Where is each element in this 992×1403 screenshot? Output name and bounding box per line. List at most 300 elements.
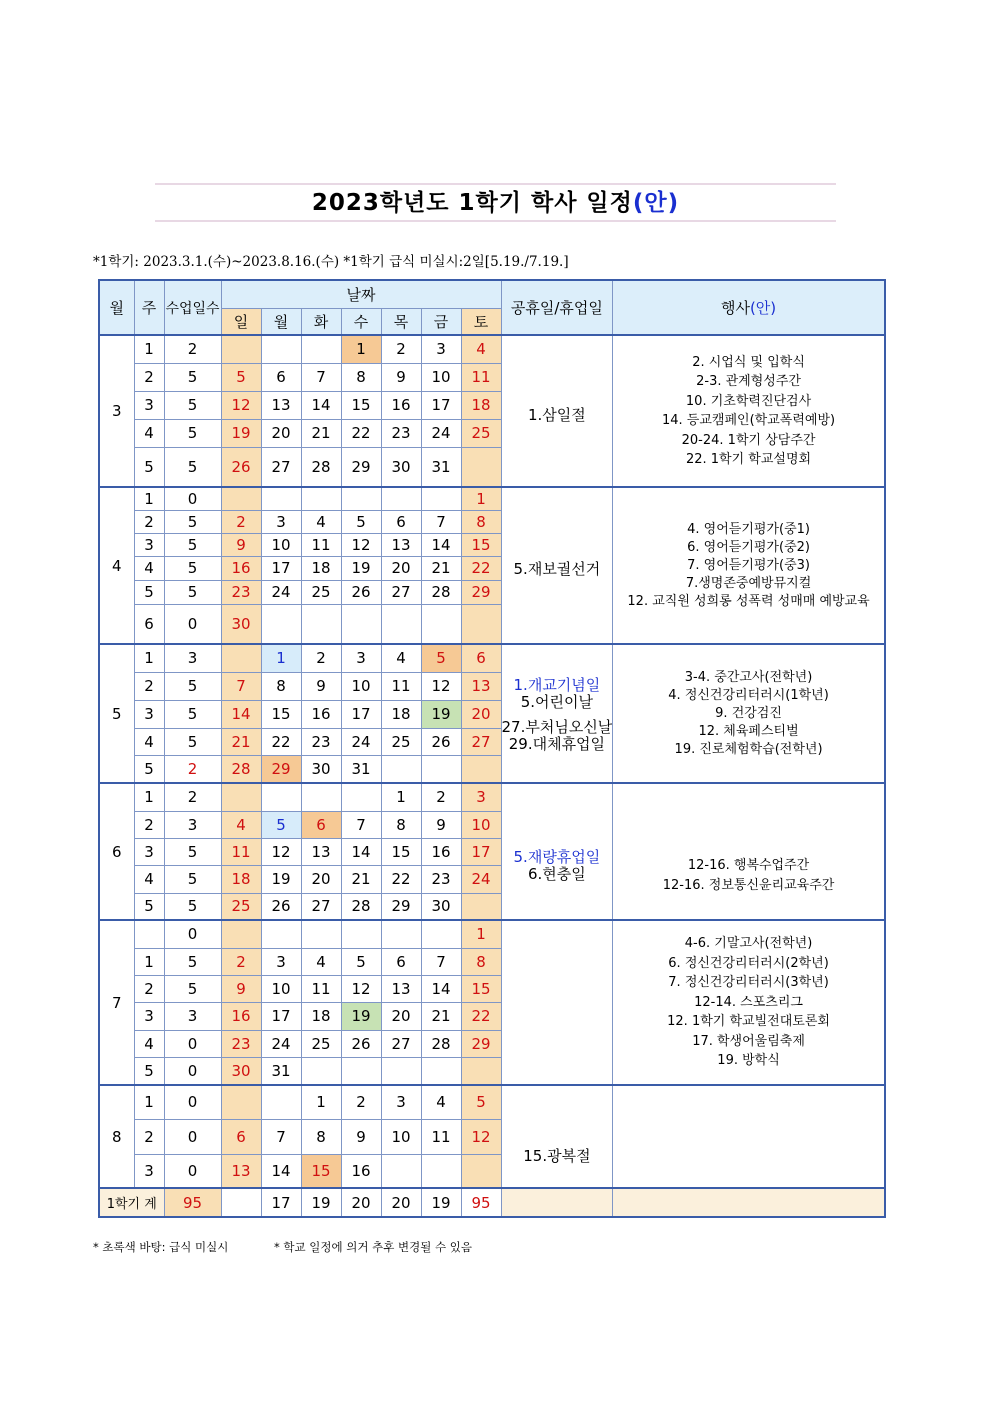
date-cell: 17 <box>421 391 461 419</box>
date-cell: 2 <box>221 948 261 975</box>
holiday-cell <box>501 1085 613 1188</box>
class-day-count: 0 <box>164 604 221 644</box>
date-cell <box>461 1057 501 1085</box>
date-cell: 15 <box>301 1154 341 1188</box>
date-cell: 24 <box>341 728 381 755</box>
date-cell <box>421 487 461 510</box>
date-cell <box>461 604 501 644</box>
date-cell <box>421 1057 461 1085</box>
date-cell: 5 <box>261 811 301 838</box>
date-cell: 18 <box>381 700 421 728</box>
event-item: 19. 방학식 <box>717 1053 780 1069</box>
date-cell <box>341 920 381 948</box>
date-cell: 3 <box>341 644 381 672</box>
week-number: 1 <box>134 487 164 510</box>
date-cell: 8 <box>381 811 421 838</box>
date-cell: 7 <box>221 672 261 700</box>
date-cell: 21 <box>221 728 261 755</box>
date-cell: 27 <box>461 728 501 755</box>
date-cell: 12 <box>341 533 381 556</box>
header-events-label: 행사 <box>720 299 750 317</box>
date-cell <box>301 335 341 363</box>
date-cell: 19 <box>261 865 301 893</box>
date-cell: 24 <box>261 1030 301 1057</box>
date-cell: 8 <box>461 510 501 533</box>
date-cell: 28 <box>301 447 341 487</box>
date-cell: 24 <box>461 865 501 893</box>
header-date: 날짜 <box>221 280 501 308</box>
date-cell: 17 <box>261 556 301 580</box>
date-cell: 16 <box>221 1002 261 1030</box>
date-cell: 9 <box>221 533 261 556</box>
week-number: 3 <box>134 1002 164 1030</box>
total-day-count: 19 <box>421 1188 461 1217</box>
week-number: 5 <box>134 755 164 783</box>
date-cell: 19 <box>341 556 381 580</box>
event-item: 14. 등교캠페인(학교폭력예방) <box>662 413 836 428</box>
title-bottom-rule <box>155 220 836 222</box>
total-label: 1학기 계 <box>99 1188 164 1217</box>
event-item: 7. 영어듣기평가(중3) <box>687 557 810 573</box>
date-cell: 1 <box>261 644 301 672</box>
week-number: 4 <box>134 865 164 893</box>
date-cell: 16 <box>421 838 461 865</box>
date-cell: 25 <box>381 728 421 755</box>
weekday-header: 월 <box>261 308 301 335</box>
date-cell: 9 <box>301 672 341 700</box>
date-cell: 22 <box>341 419 381 447</box>
schedule-table <box>98 279 886 1218</box>
date-cell <box>341 604 381 644</box>
date-cell <box>261 604 301 644</box>
date-cell <box>421 1154 461 1188</box>
date-cell: 6 <box>221 1119 261 1154</box>
event-item: 7.생명존중예방뮤지컬 <box>685 575 812 591</box>
date-cell: 4 <box>221 811 261 838</box>
date-cell: 21 <box>301 419 341 447</box>
event-item: 19. 진로체험학습(전학년) <box>674 741 823 757</box>
header-row-1 <box>99 280 885 308</box>
total-day-count <box>221 1188 261 1217</box>
class-day-count: 5 <box>164 447 221 487</box>
total-row <box>99 1188 885 1217</box>
total-class-days: 95 <box>164 1188 221 1217</box>
events-cell <box>613 335 885 487</box>
date-cell <box>261 920 301 948</box>
date-cell: 1 <box>461 920 501 948</box>
date-cell: 22 <box>461 556 501 580</box>
date-cell <box>421 920 461 948</box>
date-cell: 1 <box>341 335 381 363</box>
event-item: 12. 교직원 성희롱 성폭력 성매매 예방교육 <box>627 593 870 609</box>
date-cell <box>381 487 421 510</box>
date-cell: 13 <box>221 1154 261 1188</box>
date-cell: 29 <box>341 447 381 487</box>
date-cell: 5 <box>421 644 461 672</box>
date-cell: 8 <box>461 948 501 975</box>
date-cell <box>381 1154 421 1188</box>
date-cell: 12 <box>261 838 301 865</box>
header-month: 월 <box>99 280 134 335</box>
weekday-header: 토 <box>461 308 501 335</box>
date-cell: 26 <box>341 580 381 604</box>
date-cell: 8 <box>341 363 381 391</box>
date-cell <box>301 604 341 644</box>
date-cell: 7 <box>421 510 461 533</box>
week-number: 3 <box>134 700 164 728</box>
week-number: 5 <box>134 1057 164 1085</box>
events-cell <box>613 1085 885 1188</box>
week-number: 1 <box>134 335 164 363</box>
month-cell: 5 <box>99 644 134 783</box>
date-cell: 20 <box>461 700 501 728</box>
class-day-count: 5 <box>164 419 221 447</box>
date-cell: 14 <box>421 533 461 556</box>
class-day-count: 5 <box>164 533 221 556</box>
week-number: 2 <box>134 510 164 533</box>
date-cell <box>301 487 341 510</box>
date-cell: 17 <box>461 838 501 865</box>
holiday-cell <box>501 487 613 644</box>
date-cell: 12 <box>461 1119 501 1154</box>
date-cell: 18 <box>301 556 341 580</box>
class-day-count: 0 <box>164 1030 221 1057</box>
date-cell: 31 <box>261 1057 301 1085</box>
date-cell: 30 <box>421 893 461 920</box>
week-number: 1 <box>134 1085 164 1119</box>
date-cell: 11 <box>421 1119 461 1154</box>
date-cell: 7 <box>341 811 381 838</box>
date-cell: 15 <box>461 533 501 556</box>
class-day-count: 5 <box>164 556 221 580</box>
month-cell: 6 <box>99 783 134 920</box>
week-number: 5 <box>134 447 164 487</box>
date-cell: 5 <box>221 363 261 391</box>
date-cell: 22 <box>381 865 421 893</box>
title-annotation: (안) <box>632 190 680 216</box>
date-cell: 17 <box>341 700 381 728</box>
week-number: 4 <box>134 419 164 447</box>
date-cell: 10 <box>261 533 301 556</box>
date-cell <box>381 1057 421 1085</box>
date-cell <box>261 335 301 363</box>
date-cell: 1 <box>461 487 501 510</box>
month-cell: 8 <box>99 1085 134 1188</box>
date-cell: 3 <box>461 783 501 811</box>
weekday-header: 목 <box>381 308 421 335</box>
week-number: 2 <box>134 1119 164 1154</box>
date-cell: 13 <box>261 391 301 419</box>
week-row <box>99 644 885 672</box>
date-cell: 14 <box>341 838 381 865</box>
header-class-days: 수업일수 <box>164 280 221 335</box>
date-cell: 14 <box>221 700 261 728</box>
class-day-count: 5 <box>164 580 221 604</box>
week-row <box>99 335 885 363</box>
month-cell: 3 <box>99 335 134 487</box>
date-cell: 14 <box>301 391 341 419</box>
date-cell: 24 <box>261 580 301 604</box>
date-cell <box>461 755 501 783</box>
date-cell <box>221 783 261 811</box>
date-cell: 30 <box>221 604 261 644</box>
header-events <box>613 280 885 335</box>
date-cell: 27 <box>381 1030 421 1057</box>
date-cell: 13 <box>461 672 501 700</box>
class-day-count: 5 <box>164 975 221 1002</box>
date-cell: 5 <box>341 510 381 533</box>
date-cell: 30 <box>381 447 421 487</box>
class-day-count: 2 <box>164 783 221 811</box>
date-cell <box>301 920 341 948</box>
date-cell: 6 <box>381 510 421 533</box>
header-week: 주 <box>134 280 164 335</box>
class-day-count: 3 <box>164 1002 221 1030</box>
date-cell: 2 <box>341 1085 381 1119</box>
date-cell: 30 <box>301 755 341 783</box>
events-cell <box>613 644 885 783</box>
event-item: 12. 1학기 학교빌전대토론회 <box>667 1014 830 1030</box>
weekday-header: 수 <box>341 308 381 335</box>
class-day-count: 3 <box>164 811 221 838</box>
date-cell <box>461 447 501 487</box>
date-cell: 7 <box>421 948 461 975</box>
class-day-count: 0 <box>164 1085 221 1119</box>
date-cell: 21 <box>341 865 381 893</box>
header-events-annotation: (안) <box>749 299 777 317</box>
event-item: 2. 시업식 및 입학식 <box>692 354 805 370</box>
date-cell: 10 <box>421 363 461 391</box>
date-cell: 12 <box>221 391 261 419</box>
date-cell: 6 <box>301 811 341 838</box>
class-day-count: 2 <box>164 335 221 363</box>
date-cell <box>261 487 301 510</box>
week-number: 3 <box>134 1154 164 1188</box>
date-cell: 29 <box>261 755 301 783</box>
date-cell <box>461 1154 501 1188</box>
date-cell <box>261 783 301 811</box>
week-number: 4 <box>134 556 164 580</box>
date-cell: 23 <box>221 580 261 604</box>
week-number: 2 <box>134 975 164 1002</box>
date-cell: 3 <box>261 510 301 533</box>
date-cell: 11 <box>301 975 341 1002</box>
holiday-cell <box>501 644 613 783</box>
date-cell: 26 <box>221 447 261 487</box>
total-holidays-empty <box>501 1188 613 1217</box>
date-cell: 14 <box>261 1154 301 1188</box>
class-day-count: 0 <box>164 1154 221 1188</box>
date-cell: 5 <box>341 948 381 975</box>
event-item: 12-16. 행복수업주간 <box>687 858 810 873</box>
class-day-count: 3 <box>164 644 221 672</box>
date-cell <box>381 604 421 644</box>
event-item: 4. 영어듣기평가(중1) <box>687 521 810 537</box>
weekday-header: 금 <box>421 308 461 335</box>
date-cell: 28 <box>421 580 461 604</box>
total-events-empty <box>613 1188 885 1217</box>
holiday-cell <box>501 335 613 487</box>
date-cell <box>221 920 261 948</box>
date-cell: 23 <box>421 865 461 893</box>
date-cell: 25 <box>461 419 501 447</box>
event-item: 10. 기초학력진단검사 <box>685 393 812 409</box>
week-number: 5 <box>134 893 164 920</box>
total-day-count: 95 <box>461 1188 501 1217</box>
week-number: 5 <box>134 580 164 604</box>
date-cell: 22 <box>261 728 301 755</box>
date-cell: 27 <box>381 580 421 604</box>
week-number <box>134 920 164 948</box>
note-green: * 초록색 바탕: 급식 미실시 <box>93 1240 229 1254</box>
week-number: 6 <box>134 604 164 644</box>
date-cell: 15 <box>261 700 301 728</box>
date-cell: 30 <box>221 1057 261 1085</box>
holiday-item: 5.재보궐선거 <box>513 560 601 578</box>
date-cell: 11 <box>381 672 421 700</box>
date-cell: 10 <box>261 975 301 1002</box>
date-cell: 28 <box>221 755 261 783</box>
class-day-count: 5 <box>164 391 221 419</box>
weekday-header: 화 <box>301 308 341 335</box>
date-cell: 4 <box>301 948 341 975</box>
date-cell: 19 <box>341 1002 381 1030</box>
holiday-item: 1.개교기념일 <box>513 675 601 694</box>
date-cell: 2 <box>301 644 341 672</box>
date-cell: 18 <box>461 391 501 419</box>
date-cell: 4 <box>461 335 501 363</box>
holiday-cell <box>501 783 613 920</box>
week-number: 2 <box>134 363 164 391</box>
date-cell: 21 <box>421 1002 461 1030</box>
date-cell: 17 <box>261 1002 301 1030</box>
title-block <box>155 183 836 223</box>
date-cell: 16 <box>221 556 261 580</box>
date-cell: 16 <box>381 391 421 419</box>
week-number: 2 <box>134 811 164 838</box>
class-day-count: 5 <box>164 728 221 755</box>
week-row <box>99 1085 885 1119</box>
date-cell: 15 <box>461 975 501 1002</box>
date-cell <box>221 487 261 510</box>
month-cell: 7 <box>99 920 134 1085</box>
date-cell: 12 <box>421 672 461 700</box>
date-cell <box>381 755 421 783</box>
week-number: 3 <box>134 533 164 556</box>
date-cell: 26 <box>261 893 301 920</box>
holiday-item: 1.삼일절 <box>528 405 586 424</box>
holiday-cell <box>501 920 613 1085</box>
date-cell: 10 <box>461 811 501 838</box>
date-cell: 7 <box>301 363 341 391</box>
event-item: 22. 1학기 학교설명회 <box>685 452 812 467</box>
date-cell: 14 <box>421 975 461 1002</box>
holiday-item: 29.대체휴업일 <box>508 734 606 753</box>
date-cell: 8 <box>261 672 301 700</box>
date-cell: 1 <box>381 783 421 811</box>
date-cell <box>421 604 461 644</box>
date-cell: 24 <box>421 419 461 447</box>
date-cell <box>341 487 381 510</box>
date-cell: 20 <box>381 556 421 580</box>
date-cell: 20 <box>261 419 301 447</box>
date-cell: 31 <box>421 447 461 487</box>
date-cell: 13 <box>381 975 421 1002</box>
date-cell: 3 <box>421 335 461 363</box>
date-cell <box>221 644 261 672</box>
date-cell: 23 <box>221 1030 261 1057</box>
date-cell: 22 <box>461 1002 501 1030</box>
events-cell <box>613 920 885 1085</box>
class-day-count: 5 <box>164 510 221 533</box>
date-cell: 25 <box>301 1030 341 1057</box>
date-cell: 6 <box>381 948 421 975</box>
date-cell: 1 <box>301 1085 341 1119</box>
week-number: 1 <box>134 948 164 975</box>
date-cell: 27 <box>261 447 301 487</box>
holiday-item: 5.재량휴업일 <box>513 847 601 866</box>
note-change: * 학교 일정에 의거 추후 변경될 수 있음 <box>274 1240 472 1254</box>
holiday-item: 27.부처님오신날 <box>501 717 613 736</box>
event-item: 4. 정신건강리터러시(1학년) <box>668 687 829 703</box>
date-cell: 11 <box>461 363 501 391</box>
date-cell: 28 <box>341 893 381 920</box>
date-cell <box>381 920 421 948</box>
date-cell: 16 <box>301 700 341 728</box>
total-day-count: 19 <box>301 1188 341 1217</box>
date-cell: 23 <box>301 728 341 755</box>
date-cell: 5 <box>461 1085 501 1119</box>
holiday-item: 15.광복절 <box>523 1147 591 1165</box>
event-item: 6. 영어듣기평가(중2) <box>687 539 810 555</box>
date-cell <box>341 1057 381 1085</box>
date-cell: 11 <box>221 838 261 865</box>
date-cell: 28 <box>421 1030 461 1057</box>
date-cell: 7 <box>261 1119 301 1154</box>
date-cell: 16 <box>341 1154 381 1188</box>
event-item: 12-14. 스포츠리그 <box>694 994 803 1010</box>
week-number: 1 <box>134 644 164 672</box>
title-top-rule <box>155 183 836 185</box>
total-day-count: 17 <box>261 1188 301 1217</box>
date-cell: 20 <box>301 865 341 893</box>
date-cell: 2 <box>381 335 421 363</box>
date-cell: 18 <box>221 865 261 893</box>
date-cell: 23 <box>381 419 421 447</box>
class-day-count: 0 <box>164 1057 221 1085</box>
date-cell: 3 <box>261 948 301 975</box>
date-cell: 13 <box>301 838 341 865</box>
date-cell: 2 <box>221 510 261 533</box>
date-cell: 20 <box>381 1002 421 1030</box>
date-cell: 31 <box>341 755 381 783</box>
date-cell: 26 <box>341 1030 381 1057</box>
page-title <box>155 186 836 220</box>
date-cell: 25 <box>221 893 261 920</box>
class-day-count: 5 <box>164 672 221 700</box>
date-cell: 15 <box>381 838 421 865</box>
date-cell: 9 <box>421 811 461 838</box>
class-day-count: 0 <box>164 1119 221 1154</box>
date-cell: 4 <box>301 510 341 533</box>
event-item: 3-4. 중간고사(전학년) <box>684 669 813 685</box>
date-cell <box>461 893 501 920</box>
date-cell: 18 <box>301 1002 341 1030</box>
date-cell <box>421 755 461 783</box>
date-cell: 8 <box>301 1119 341 1154</box>
class-day-count: 2 <box>164 755 221 783</box>
holiday-item: 5.어린이날 <box>520 692 594 711</box>
